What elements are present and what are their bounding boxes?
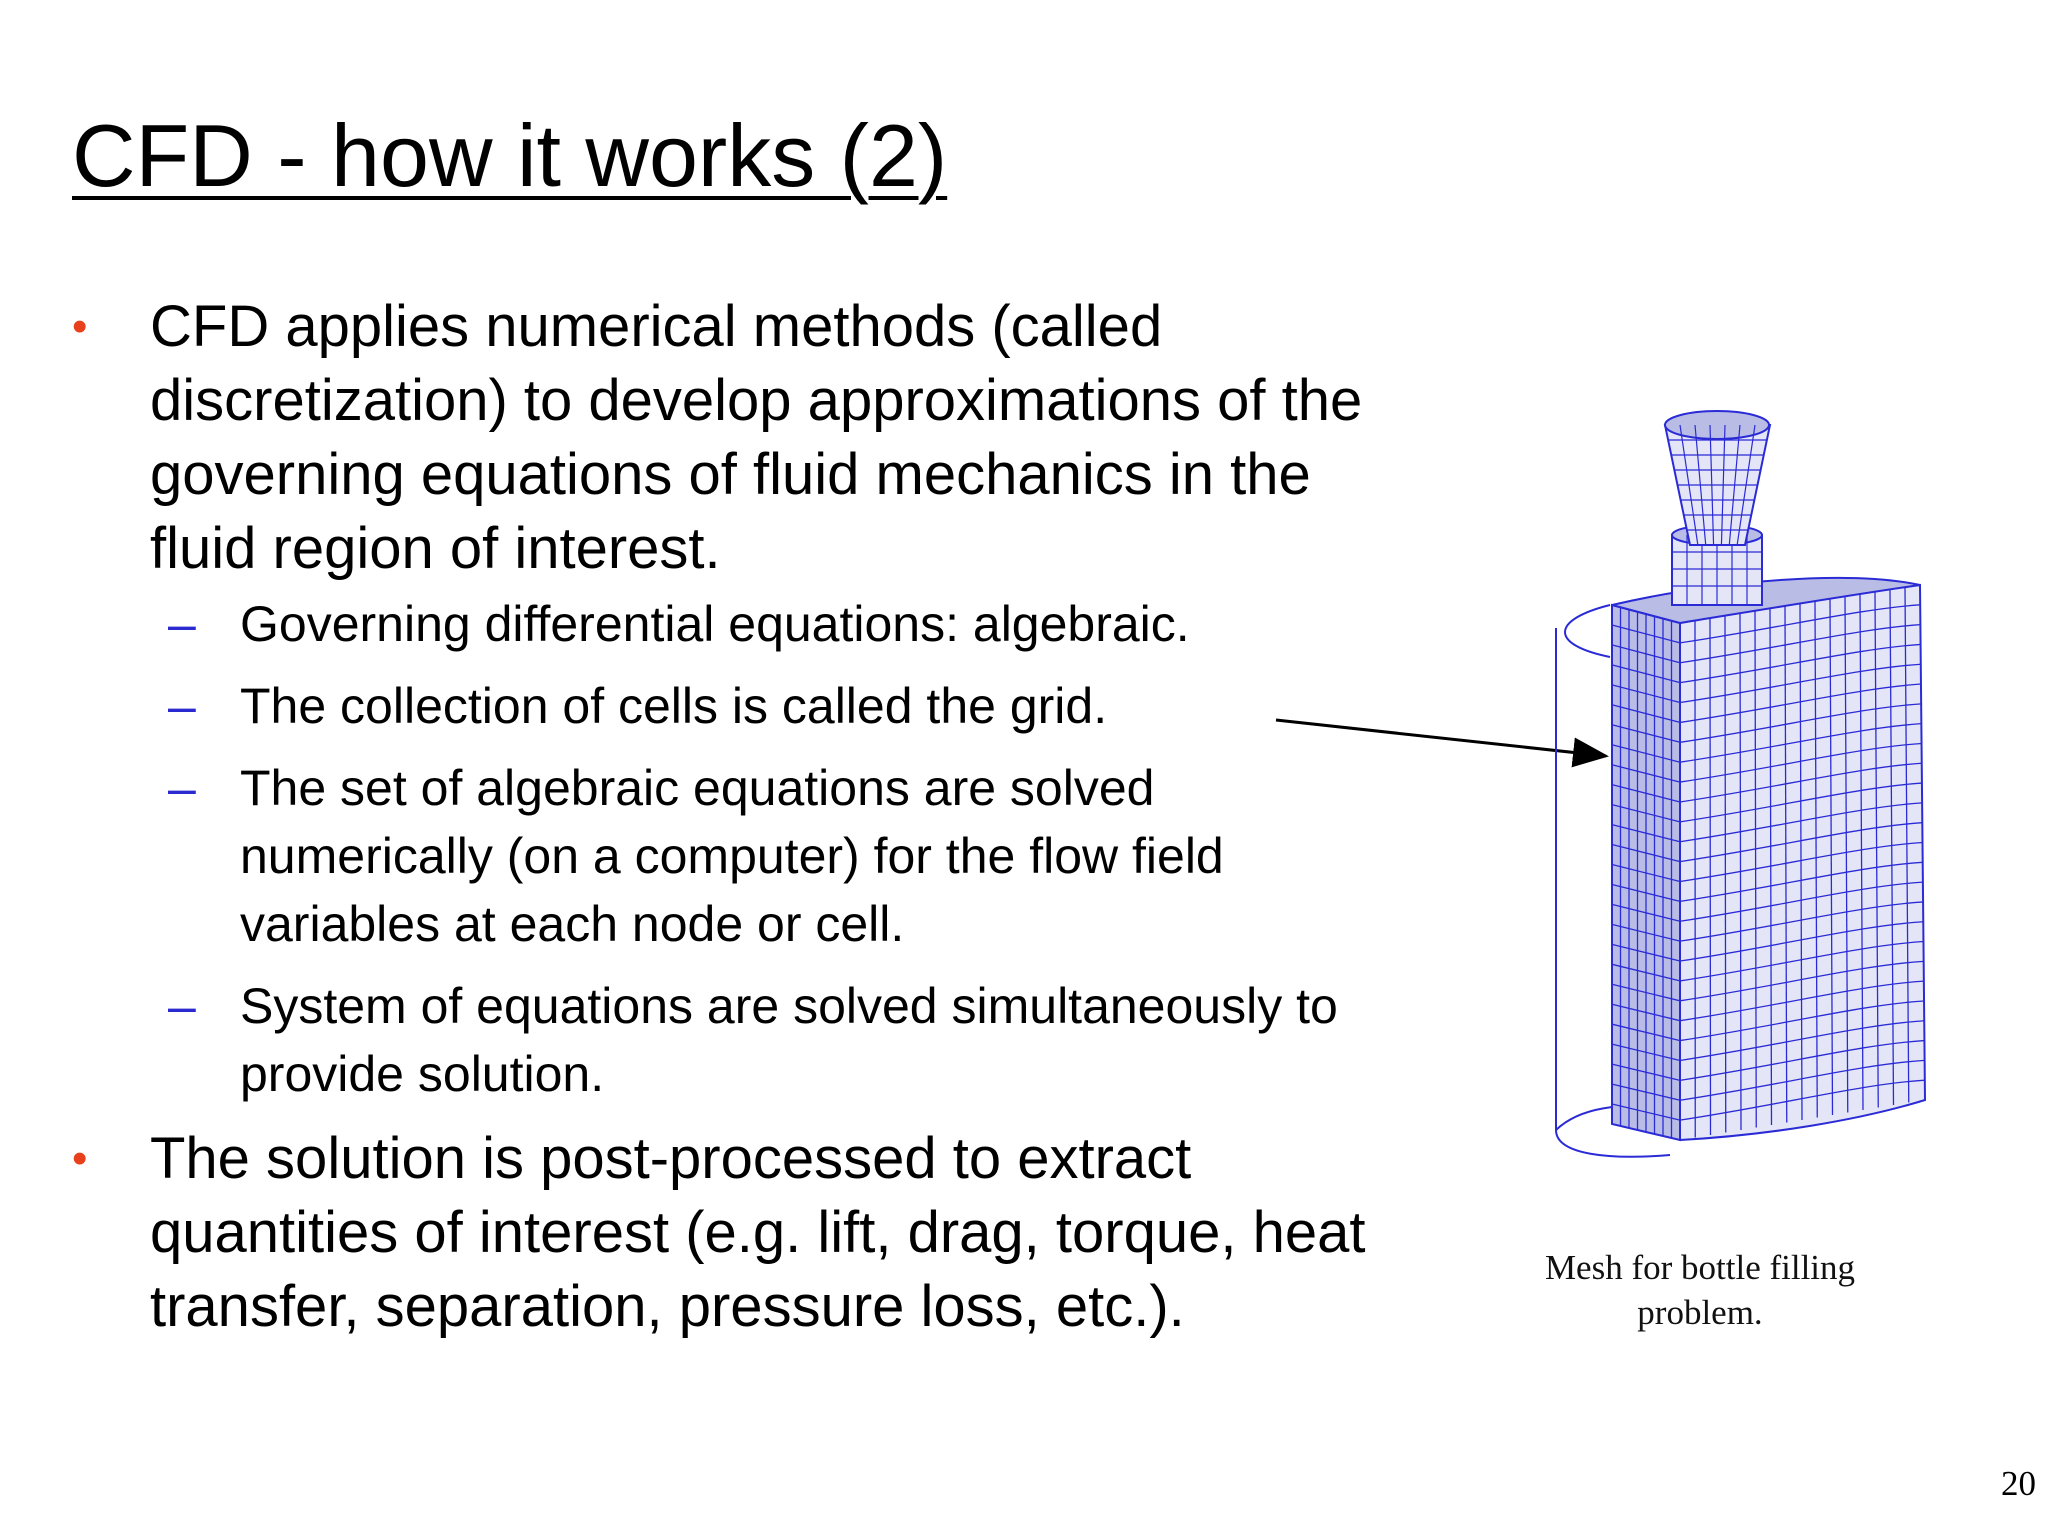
sub-bullet-text: System of equations are solved simultaneously to provide solution. [240, 978, 1338, 1102]
sub-bullet-marker: – [168, 978, 196, 1034]
sub-bullet-marker: – [168, 678, 196, 734]
bullet-text: CFD applies numerical methods (called discretization) to develop approximations of the governing equations of fluid mechanics in the fluid region of interest. [150, 294, 1363, 581]
bullet-item [72, 290, 1412, 1108]
mesh-geometry [1612, 411, 1925, 1140]
caption-line: Mesh for bottle filling [1544, 1248, 1856, 1287]
sub-bullet-item [150, 672, 1412, 740]
sub-bullet-item [150, 972, 1412, 1108]
slide-title: CFD - how it works (2) [72, 106, 948, 205]
bullet-item [72, 1122, 1412, 1344]
bottle-mesh-figure [1520, 395, 1940, 1185]
mesh-front-face [1680, 585, 1925, 1140]
sub-bullet-text: The collection of cells is called the grid. [240, 678, 1108, 734]
sub-bullet-text: Governing differential equations: algebraic. [240, 596, 1190, 652]
bullet-marker: • [72, 302, 88, 351]
sub-bullet-item [150, 754, 1412, 958]
caption-line: problem. [1637, 1293, 1763, 1332]
sub-bullet-item [150, 590, 1412, 658]
figure-caption [1490, 1245, 1910, 1335]
sub-bullet-marker: – [168, 760, 196, 816]
bullet-list [72, 290, 1412, 1344]
sub-bullet-text: The set of algebraic equations are solved numerically (on a computer) for the flow field variables at each node or cell. [240, 760, 1224, 952]
sub-bullet-list [150, 590, 1412, 1108]
page-number: 20 [2001, 1464, 2036, 1503]
sub-bullet-marker: – [168, 596, 196, 652]
bullet-text: The solution is post-processed to extract quantities of interest (e.g. lift, drag, torque, heat transfer, separation, pressure loss, etc.). [150, 1126, 1366, 1339]
bullet-marker: • [72, 1134, 88, 1183]
